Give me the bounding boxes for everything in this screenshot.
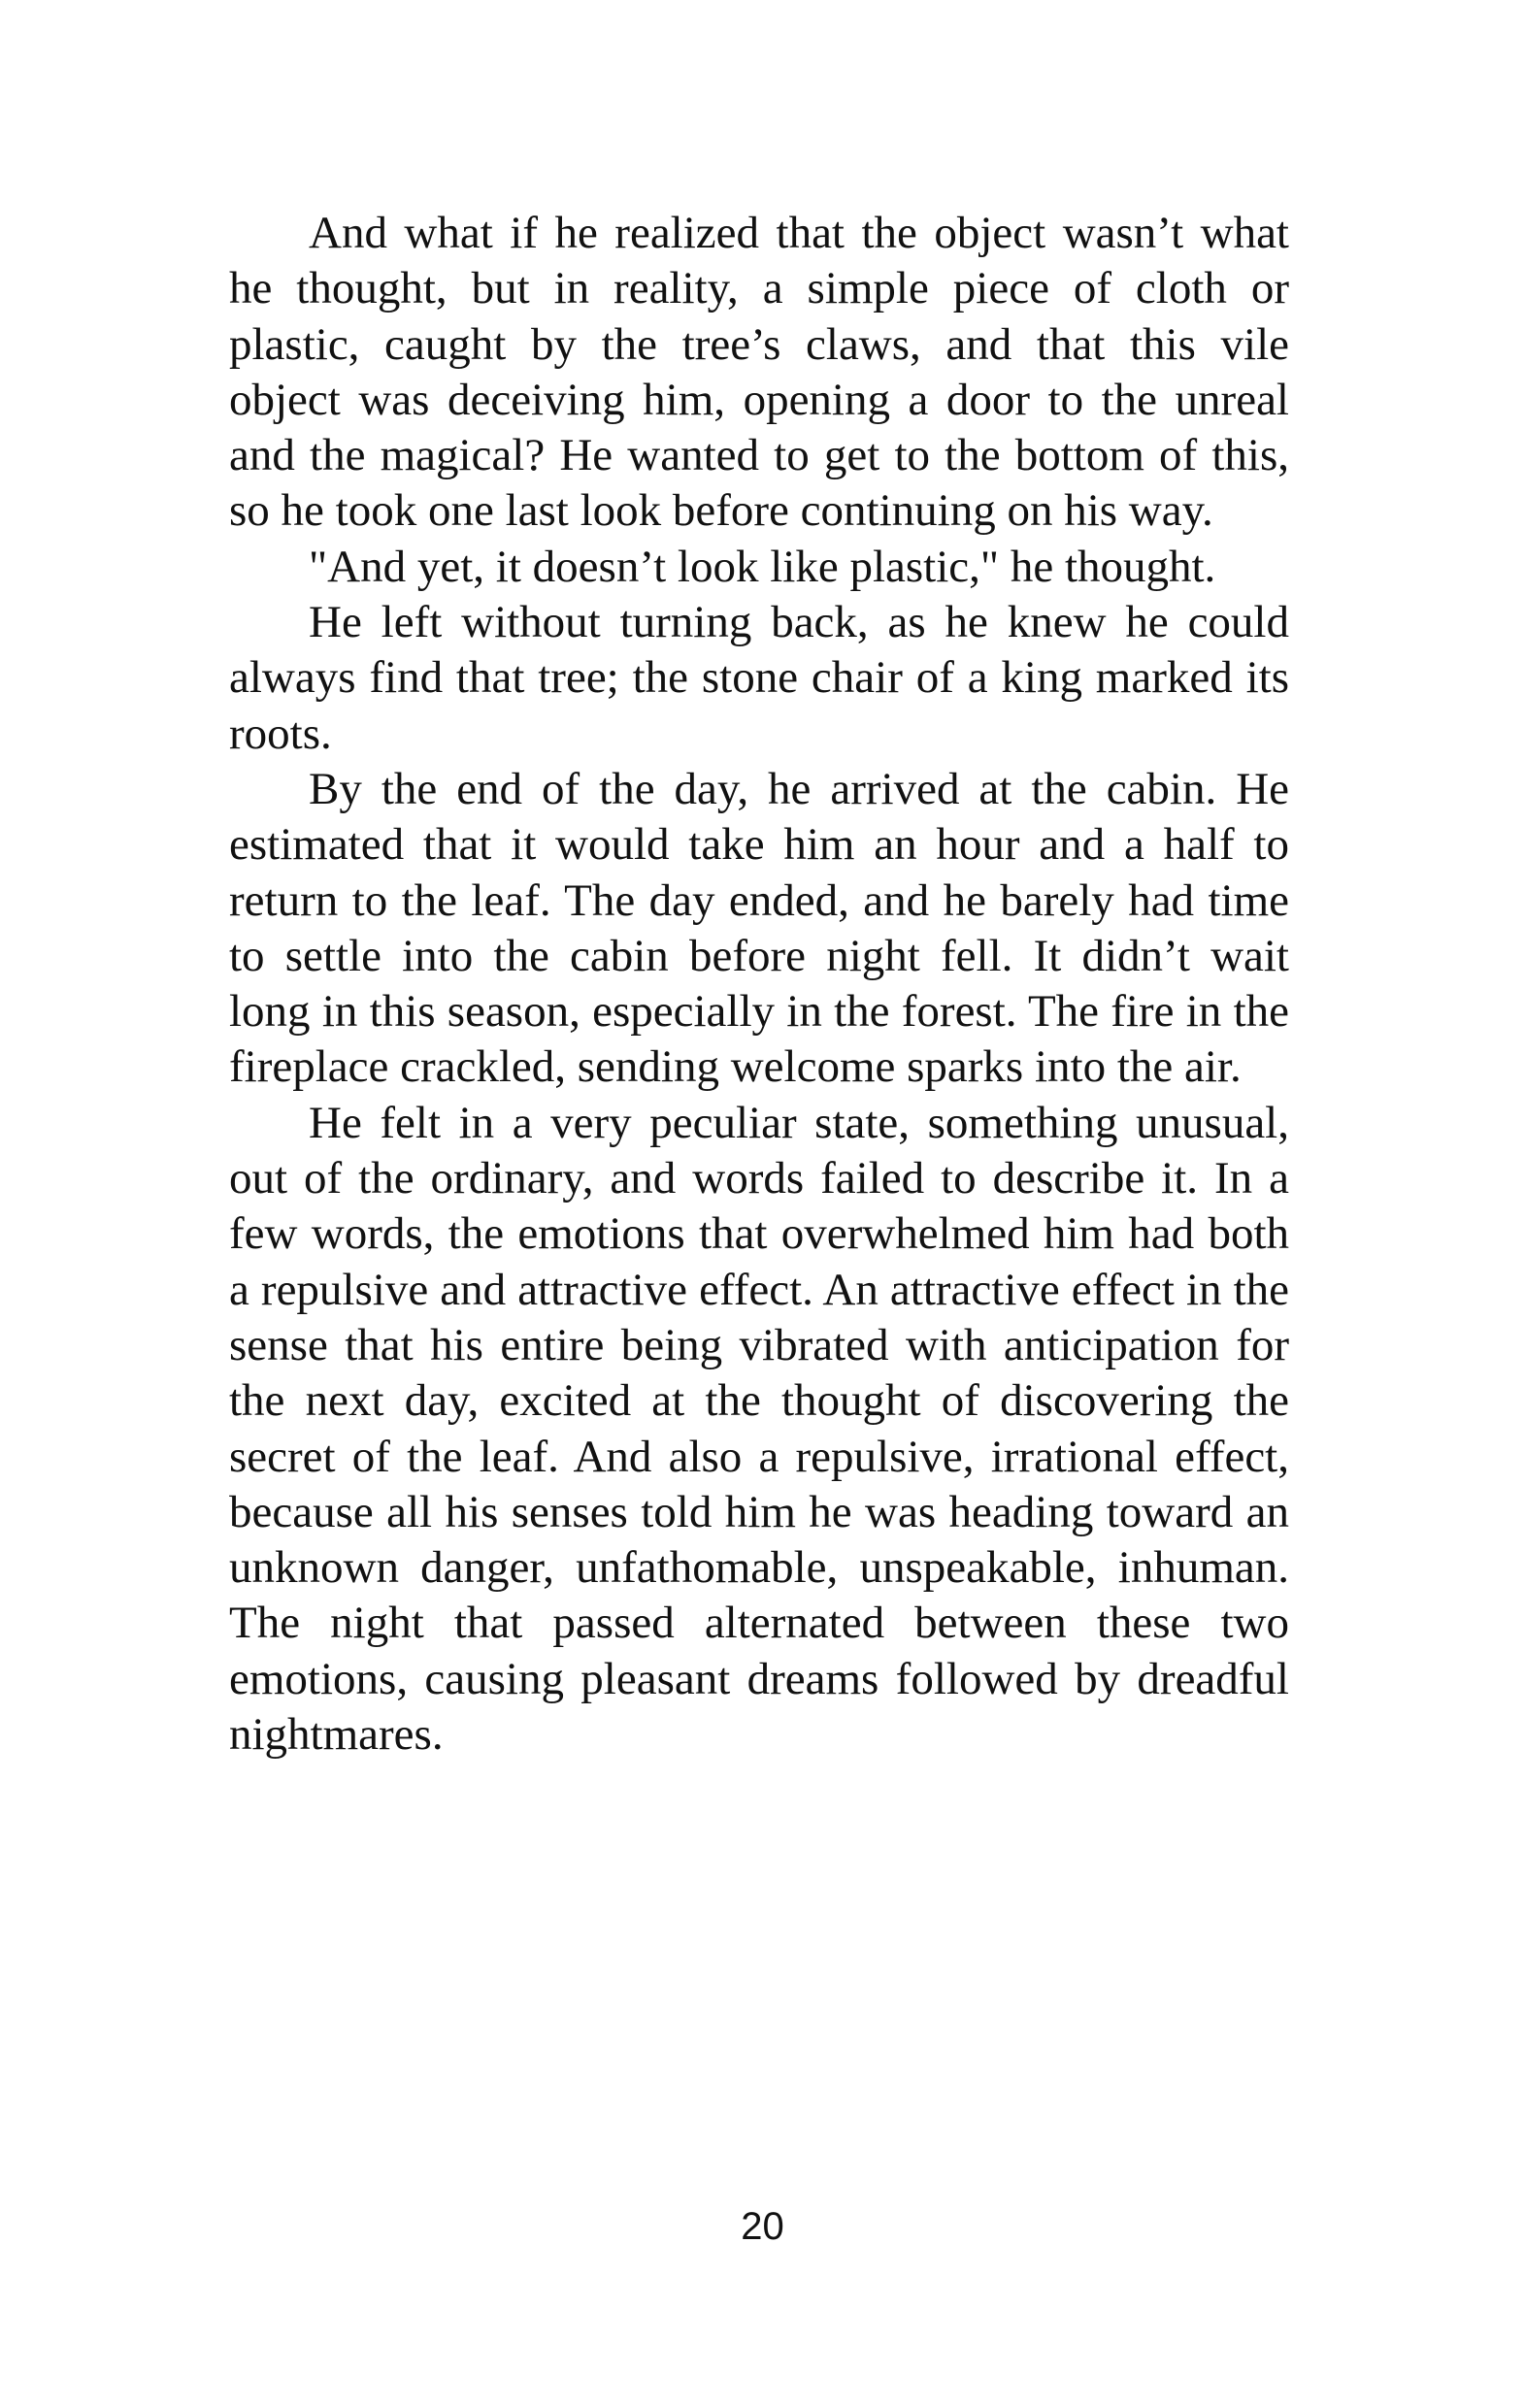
paragraph-1: And what if he realized that the object wasn’t what he thought, but in reality, a simple piece of cloth or plastic, caught by the tree’s claws, and that this vile object was deceiving him, opening a door to the unreal and the magical? He wanted to get to the bottom of this, so he took one last look before continuing on his way.: [229, 208, 1289, 537]
page-number: 20: [741, 2205, 784, 2248]
paragraph-5: He felt in a very peculiar state, something unusual, out of the ordinary, and words failed to describe it. In a few words, the emotions that overwhelmed him had both a repulsive and attractive effect. An attractive effect in the sense that his entire being vibrated with anticipation for the next day, excited at the thought of discovering the secret of the leaf. And also a repulsive, irrational effect, because all his senses told him he was heading toward an unknown danger, unfathomable, unspeakable, inhuman. The night that passed alternated between these two emotions, causing pleasant dreams followed by dreadful nightmares.: [229, 1097, 1289, 1761]
paragraph-4: By the end of the day, he arrived at the cabin. He estimated that it would take him an hour and a half to return to the leaf. The day ended, and he barely had time to settle into the cabin before night fell. It didn’t wait long in this season, especially in the forest. The fire in the fireplace crackled, sending welcome sparks into the air.: [229, 763, 1289, 1093]
paragraph-3: He left without turning back, as he knew he could always find that tree; the stone chair of a king marked its roots.: [229, 597, 1289, 759]
paragraph-2: "And yet, it doesn’t look like plastic," he thought.: [309, 541, 1216, 592]
body-text: [229, 206, 1289, 1763]
